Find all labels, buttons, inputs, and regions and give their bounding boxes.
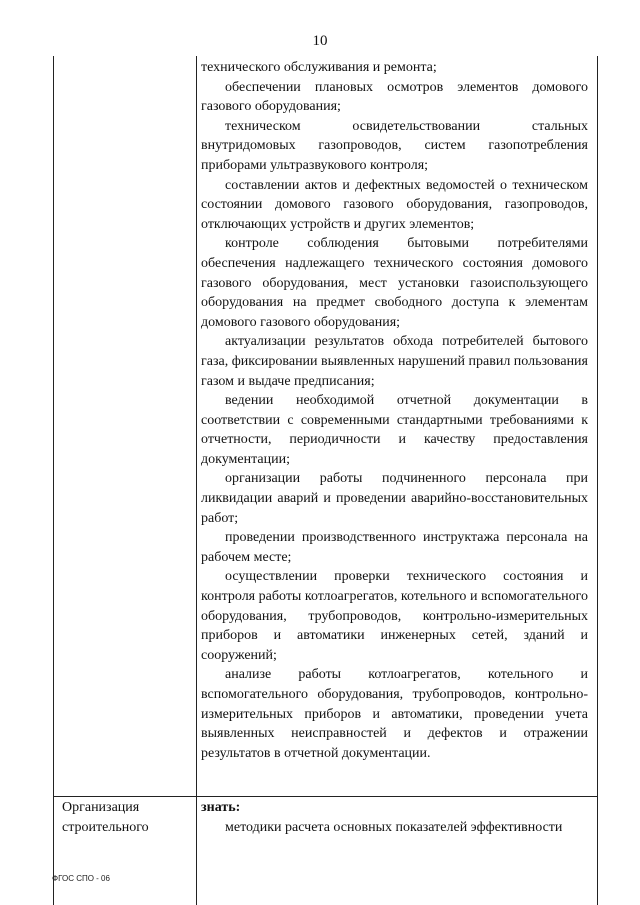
column-divider	[196, 56, 197, 905]
list-paragraph: ведении необходимой отчетной документации в соответствии с современными стандартными требованиями к отчетности, периодичности и качеству предоставления документации;	[201, 393, 588, 467]
row-divider	[54, 796, 597, 797]
requirements-table	[53, 56, 598, 905]
list-paragraph: составлении актов и дефектных ведомостей о техническом состоянии домового газового оборудования, газопроводов, отключающих устройств и других элементов;	[201, 177, 588, 232]
page-number: 10	[312, 33, 328, 49]
list-paragraph: проведении производственного инструктажа персонала на рабочем месте;	[201, 530, 588, 565]
list-paragraph: технического обслуживания и ремонта;	[201, 60, 437, 75]
row1-content-cell	[201, 58, 588, 763]
row2-content-cell	[201, 798, 588, 837]
row2-label-line: Организация	[62, 800, 140, 815]
content-line: методики расчета основных показателей эффективности	[225, 819, 563, 835]
section-heading: знать:	[201, 800, 241, 815]
list-paragraph: обеспечении плановых осмотров элементов домового газового оборудования;	[201, 79, 588, 115]
row2-label-line: строительного	[62, 819, 149, 835]
list-paragraph: техническом освидетельствовании стальных внутридомовых газопроводов, систем газопотребления приборами ультразвукового контроля;	[201, 118, 588, 173]
list-paragraph: организации работы подчиненного персонала при ликвидации аварий и проведении аварийно-восстановительных работ;	[201, 471, 588, 526]
list-paragraph: контроле соблюдения бытовыми потребителями обеспечения надлежащего технического состояния домового газового оборудования, мест установки газоиспользующего оборудования на предмет свободного доступа к элементам домового газового оборудования;	[201, 236, 588, 330]
list-paragraph: анализе работы котлоагрегатов, котельного и вспомогательного оборудования, трубопроводов, контрольно-измерительных приборов и автоматики, проведении учета выявленных неисправностей и дефектов и отражении результатов в отчетной документации.	[201, 667, 588, 761]
list-paragraph: актуализации результатов обхода потребителей бытового газа, фиксировании выявленных нарушений правил пользования газом и выдаче предписания;	[201, 334, 588, 389]
footer-label: ФГОС СПО - 06	[52, 874, 110, 883]
list-paragraph: осуществлении проверки технического состояния и контроля работы котлоагрегатов, котельного и вспомогательного оборудования, трубопроводов, контрольно-измерительных приборов и автоматики инженерных сетей, зданий и сооружений;	[201, 569, 588, 663]
row2-label-cell	[62, 798, 192, 837]
